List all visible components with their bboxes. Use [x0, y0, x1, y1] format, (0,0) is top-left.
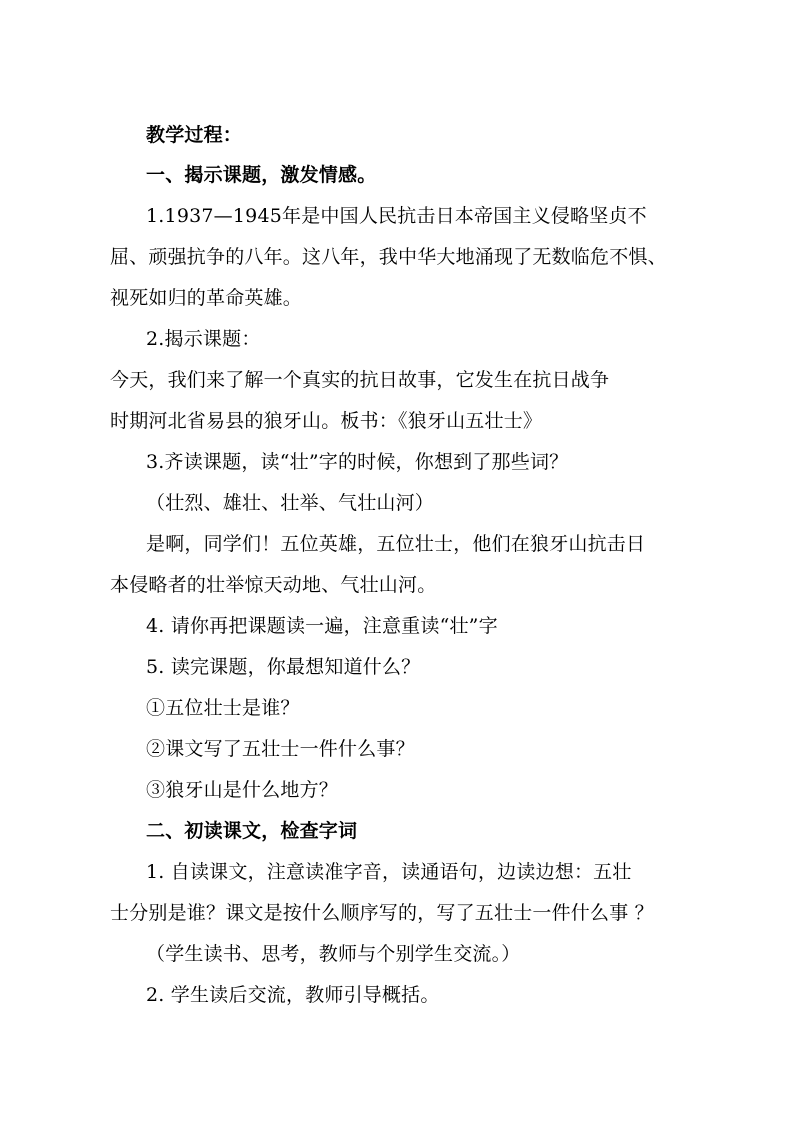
question-item: ②课文写了五壮士一件什么事？ — [146, 738, 415, 760]
paragraph-line: 视死如归的革命英雄。 — [110, 287, 303, 309]
numbered-item: 4. 请你再把课题读一遍，注意重读“壮”字 — [146, 615, 498, 637]
section-heading-teaching-process: 教学过程： — [146, 124, 243, 146]
paragraph-line: 2.揭示课题： — [146, 328, 261, 350]
paragraph-line: 是啊，同学们！五位英雄，五位壮士，他们在狼牙山抗击日 — [146, 533, 646, 555]
section-heading-part-two: 二、初读课文，检查字词 — [146, 820, 358, 842]
paragraph-line: 2. 学生读后交流，教师引导概括。 — [146, 984, 440, 1006]
section-heading-part-one: 一、揭示课题，激发情感。 — [146, 164, 377, 186]
paragraph-line: 本侵略者的壮举惊天动地、气壮山河。 — [110, 574, 437, 596]
question-item: ①五位壮士是谁？ — [146, 697, 300, 719]
paragraph-line: （壮烈、雄壮、壮举、气壮山河） — [146, 492, 435, 514]
paragraph-line: （学生读书、思考，教师与个别学生交流。） — [146, 943, 521, 965]
paragraph-line: 士分别是谁？课文是按什么顺序写的，写了五壮士一件什么事 ？ — [110, 902, 654, 924]
paragraph-line: 今天，我们来了解一个真实的抗日故事，它发生在抗日战争 — [110, 369, 610, 391]
paragraph-line: 1. 自读课文，注意读准字音，读通语句，边读边想：五壮 — [146, 861, 632, 883]
numbered-item: 5. 读完课题，你最想知道什么？ — [146, 656, 421, 678]
question-item: ③狼牙山是什么地方？ — [146, 779, 339, 801]
paragraph-line: 1.1937—1945年是中国人民抗击日本帝国主义侵略坚贞不 — [146, 205, 647, 227]
paragraph-line: 屈、顽强抗争的八年。这八年，我中华大地涌现了无数临危不惧、 — [110, 246, 667, 268]
paragraph-line: 3.齐读课题，读“壮”字的时候，你想到了那些词？ — [146, 451, 569, 473]
paragraph-line: 时期河北省易县的狼牙山。板书：《狼牙山五壮士》 — [110, 410, 543, 432]
